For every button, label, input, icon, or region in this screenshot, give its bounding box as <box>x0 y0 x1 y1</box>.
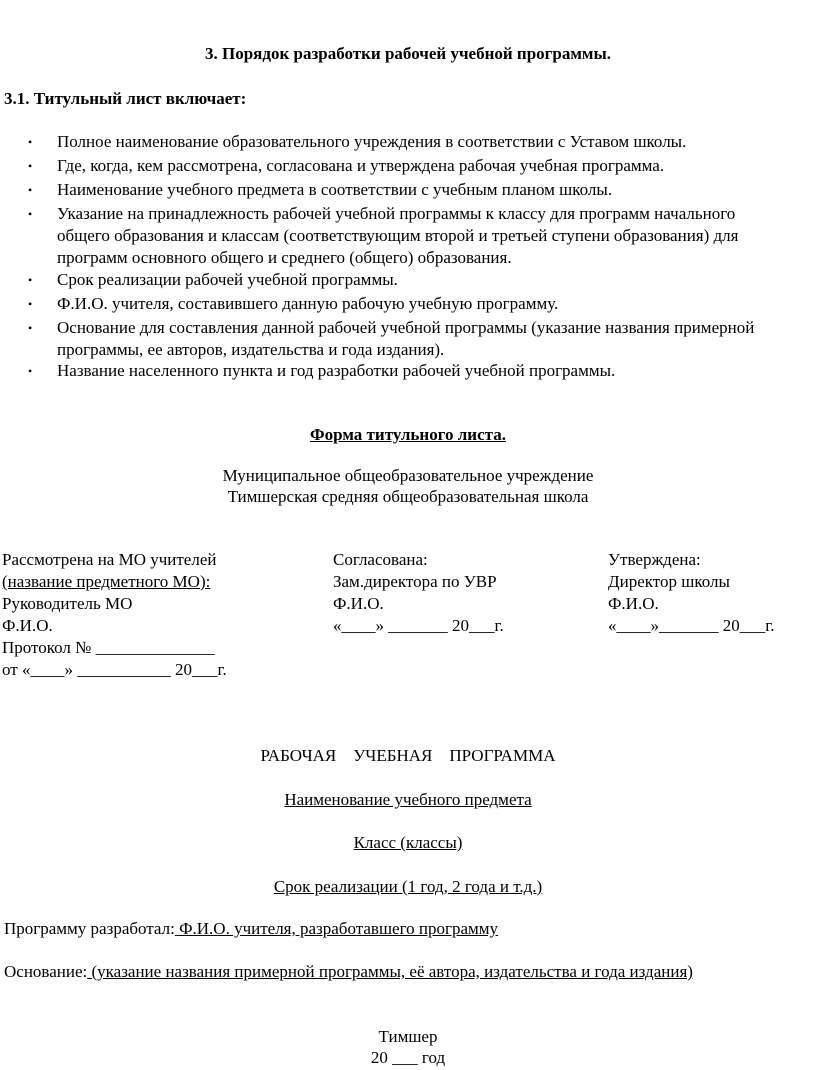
basis-value: (указание названия примерной программы, её автора, издательства и года издания) <box>87 962 693 981</box>
developer-label: Программу разработал: <box>4 919 175 938</box>
list-item-text: Название населенного пункта и год разработки рабочей учебной программы. <box>57 361 616 380</box>
list-item-text: Ф.И.О. учителя, составившего данную рабочую учебную программу. <box>57 294 559 313</box>
approval-line: Ф.И.О. <box>608 594 659 613</box>
duration: Срок реализации (1 год, 2 года и т.д.) <box>273 877 543 896</box>
form-title: Форма титульного листа. <box>310 425 506 444</box>
section-heading: 3. Порядок разработки рабочей учебной программы. <box>204 44 612 63</box>
developer-value: Ф.И.О. учителя, разработавшего программу <box>174 919 499 938</box>
list-item-text: программы, ее авторов, издательства и года издания). <box>57 340 445 359</box>
approval-line: Утверждена: <box>608 550 701 569</box>
approval-line: Рассмотрена на МО учителей <box>2 550 217 569</box>
school-type: Муниципальное общеобразовательное учреждение <box>222 466 594 485</box>
approval-line: Зам.директора по УВР <box>333 572 497 591</box>
developer-line <box>4 918 498 940</box>
list-item-text: Основание для составления данной рабочей учебной программы (указание названия примерной <box>57 318 755 337</box>
bullet-marker: • <box>28 135 33 149</box>
list-item-text: программ основного общего и среднего (общего) образования. <box>57 248 512 267</box>
bullet-marker: • <box>28 364 33 378</box>
bullet-marker: • <box>28 207 33 221</box>
list-item-text: Срок реализации рабочей учебной программы. <box>57 270 398 289</box>
list-item-text: общего образования и классам (соответствующим второй и третьей ступени образования) для <box>57 226 739 245</box>
class-name: Класс (классы) <box>353 833 463 852</box>
bullet-marker: • <box>28 321 33 335</box>
bullet-marker: • <box>28 297 33 311</box>
approval-line: «____»_______ 20___г. <box>608 616 775 635</box>
list-item-text: Где, когда, кем рассмотрена, согласована и утверждена рабочая учебная программа. <box>57 156 665 175</box>
approval-line: Директор школы <box>608 572 730 591</box>
subject-name: Наименование учебного предмета <box>284 790 532 809</box>
approval-line: Ф.И.О. <box>2 616 53 635</box>
list-item-text: Указание на принадлежность рабочей учебной программы к классу для программ начального <box>57 204 736 223</box>
approval-line: Ф.И.О. <box>333 594 384 613</box>
approval-line: Согласована: <box>333 550 428 569</box>
place-name: Тимшер <box>378 1027 438 1046</box>
bullet-marker: • <box>28 159 33 173</box>
year-line: 20 ___ год <box>370 1048 446 1067</box>
list-item-text: Полное наименование образовательного учреждения в соответствии с Уставом школы. <box>57 132 687 151</box>
approval-line: Руководитель МО <box>2 594 133 613</box>
basis-label: Основание: <box>4 962 88 981</box>
school-name: Тимшерская средняя общеобразовательная школа <box>227 487 589 506</box>
bullet-marker: • <box>28 273 33 287</box>
program-title: РАБОЧАЯ УЧЕБНАЯ ПРОГРАММА <box>260 746 556 765</box>
approval-line: (название предметного МО): <box>2 572 211 591</box>
basis-line <box>4 961 693 983</box>
bullet-marker: • <box>28 183 33 197</box>
approval-line: Протокол № ______________ <box>2 638 215 657</box>
subsection-heading: 3.1. Титульный лист включает: <box>4 89 247 108</box>
list-item-text: Наименование учебного предмета в соответствии с учебным планом школы. <box>57 180 613 199</box>
approval-line: от «____» ___________ 20___г. <box>2 660 227 679</box>
approval-line: «____» _______ 20___г. <box>333 616 504 635</box>
